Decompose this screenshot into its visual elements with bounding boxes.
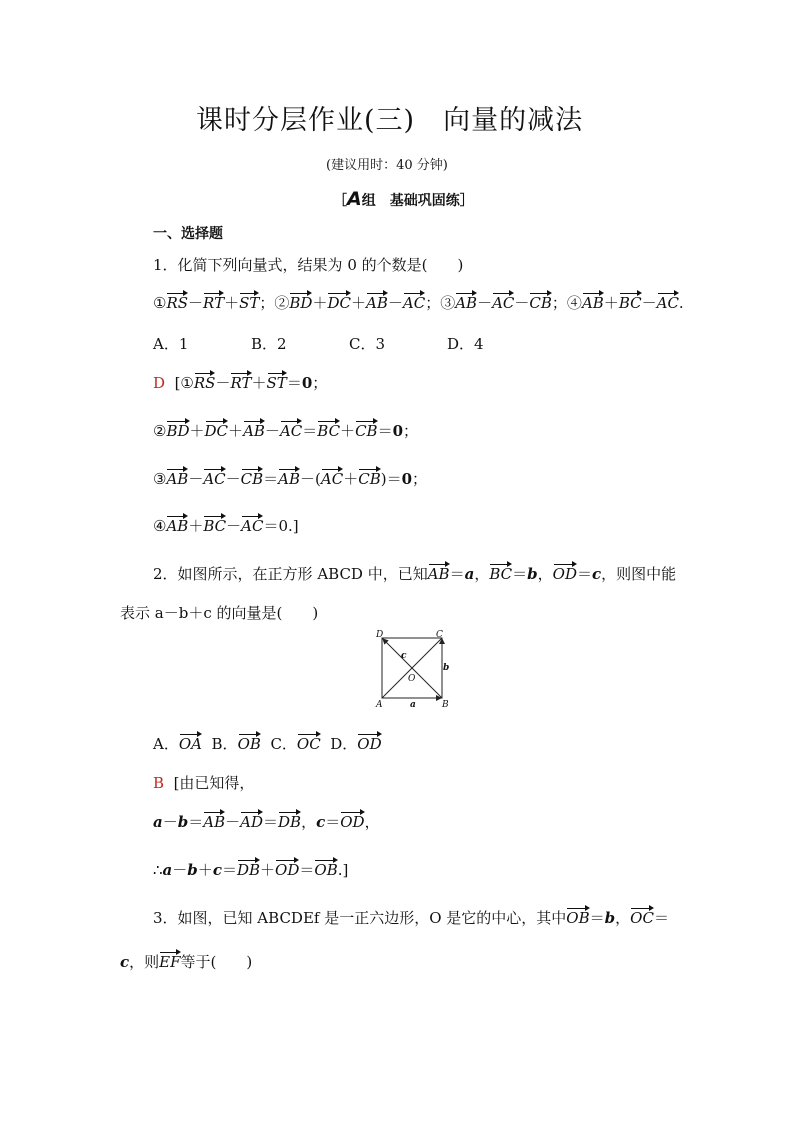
q2-stem-text: 2．如图所示，在正方形 ABCD 中，已知 (153, 565, 428, 583)
label-c: C (436, 630, 443, 640)
label-a: A (376, 700, 383, 710)
q2-option-b: B． (211, 735, 238, 753)
q2-options: A．OA B．OB C．OC D．OD (153, 735, 382, 753)
q2-answer: B (153, 774, 165, 792)
bracket-right: ］ (459, 193, 474, 209)
q1-solution-4-tail: ＝0.] (263, 517, 299, 535)
square-figure (374, 628, 454, 710)
q3-stem-2: c，则EF等于( ) (120, 953, 253, 971)
q3-stem-1: 3．如图，已知 ABCDEf 是一正六边形，O 是它的中心，其中OB＝b，OC＝ (153, 909, 669, 927)
vector-c-arrow (383, 639, 412, 668)
label-vec-a: a (410, 700, 416, 710)
group-letter: A (347, 188, 362, 210)
q2-option-c: C． (270, 735, 297, 753)
q1-options (153, 333, 484, 354)
label-d: D (376, 630, 384, 640)
q2-solution-2: a－b＝AB－AD＝DB，c＝OD， (153, 813, 380, 831)
group-title: 组 基础巩固练 (361, 193, 460, 209)
q3-stem-tail: 等于( ) (180, 953, 253, 971)
q2-sol-intro: [由已知得， (173, 774, 255, 792)
suggested-time: (建议用时：40 分钟) (326, 158, 448, 173)
q2-option-d: D． (330, 735, 358, 753)
q2-stem-1: 2．如图所示，在正方形 ABCD 中，已知AB＝a，BC＝b，OD＝c，则图中能 (153, 565, 677, 583)
q1-solution-2: ②BD＋DC＋AB－AC＝BC＋CB＝0； (153, 422, 419, 440)
q1-option-b: B．2 (251, 335, 287, 353)
q1-solution-1: D [①RS－RT＋ST＝0； (153, 374, 328, 392)
q2-solution-1 (153, 772, 254, 793)
bracket-left: ［ (333, 193, 347, 209)
q1-solution-3: ③AB－AC－CB＝AB－(AC＋CB)＝0； (153, 470, 428, 488)
label-vec-c: c (401, 651, 407, 661)
section-choice: 一、选择题 (153, 226, 223, 242)
q1-expressions: ①RS－RT＋ST；②BD＋DC＋AB－AC；③AB－AC－CB；④AB＋BC－AC. (153, 294, 684, 312)
group-heading (333, 188, 474, 210)
q1-stem: 1．化简下列向量式，结果为 0 的个数是( ) (153, 256, 464, 274)
label-vec-b: b (443, 663, 450, 673)
page-title: 课时分层作业(三) 向量的减法 (196, 105, 584, 136)
label-o: O (408, 674, 416, 684)
q1-answer: D (153, 374, 166, 392)
label-b: B (442, 700, 449, 710)
q2-option-a: A． (153, 735, 179, 753)
q1-solution-4: ④AB＋BC－AC＝0.] (153, 517, 299, 535)
q2-stem-2: 表示 a－b＋c 的向量是( ) (120, 604, 319, 622)
q1-option-c: C．3 (349, 335, 386, 353)
q2-solution-3: ∴a－b＋c＝DB＋OD＝OB.] (153, 861, 349, 879)
q1-option-d: D．4 (447, 335, 484, 353)
q3-stem-text: 3．如图，已知 ABCDEf 是一正六边形，O 是它的中心，其中 (153, 909, 567, 927)
q1-option-a: A．1 (153, 335, 189, 353)
diagonal-db (412, 668, 442, 698)
q3-stem-then: 则 (144, 953, 160, 971)
